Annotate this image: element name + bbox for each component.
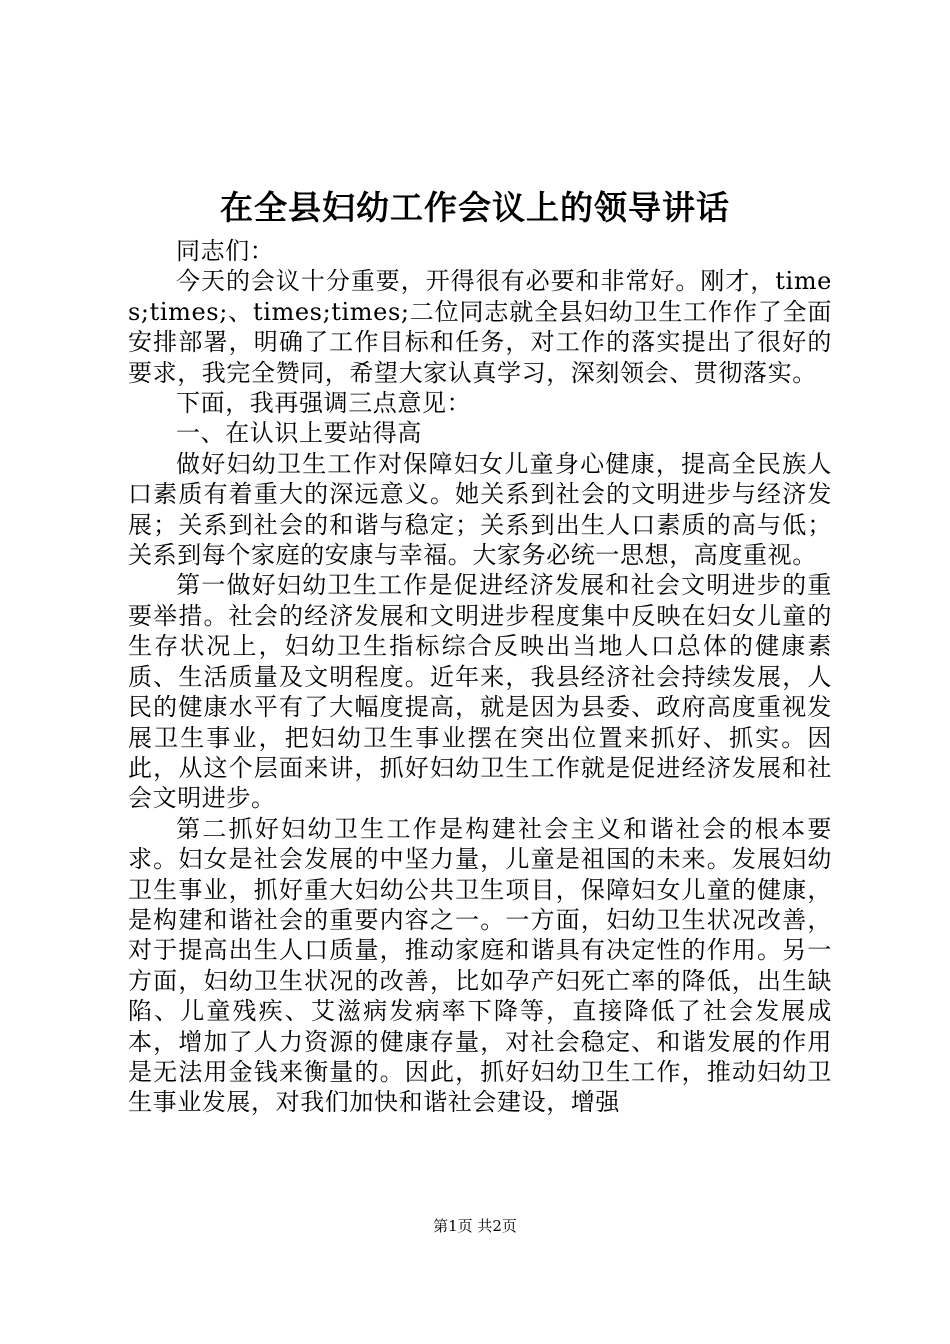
opening-paragraph: 今天的会议十分重要，开得很有必要和非常好。刚才，times;times;、times;times;二位同志就全县妇幼卫生工作作了全面安排部署，明确了工作目标和任务，对工作的落实提出了很好的要求，我完全赞同，希望大家认真学习，深刻领会、贯彻落实。: [128, 267, 832, 387]
body-paragraph: 第二抓好妇幼卫生工作是构建社会主义和谐社会的根本要求。妇女是社会发展的中坚力量，儿童是祖国的未来。发展妇幼卫生事业，抓好重大妇幼公共卫生项目，保障妇女儿童的健康，是构建和谐社会的重要内容之一。一方面，妇幼卫生状况改善，对于提高出生人口质量，推动家庭和谐具有决定性的作用。另一方面，妇幼卫生状况的改善，比如孕产妇死亡率的降低，出生缺陷、儿童残疾、艾滋病发病率下降等，直接降低了社会发展成本，增加了人力资源的健康存量，对社会稳定、和谐发展的作用是无法用金钱来衡量的。因此，抓好妇幼卫生工作，推动妇幼卫生事业发展，对我们加快和谐社会建设，增强: [128, 814, 832, 1117]
body-paragraph: 做好妇幼卫生工作对保障妇女儿童身心健康，提高全民族人口素质有着重大的深远意义。她关系到社会的文明进步与经济发展；关系到社会的和谐与稳定；关系到出生人口素质的高与低；关系到每个家庭的安康与幸福。大家务必统一思想，高度重视。: [128, 449, 832, 570]
salutation-paragraph: 同志们：: [176, 237, 275, 265]
transition-paragraph: 下面，我再强调三点意见：: [176, 389, 472, 418]
document-title: 在全县妇幼工作会议上的领导讲话: [220, 188, 730, 227]
body-paragraph: 第一做好妇幼卫生工作是促进经济发展和社会文明进步的重要举措。社会的经济发展和文明进步程度集中反映在妇女儿童的生存状况上，妇幼卫生指标综合反映出当地人口总体的健康素质、生活质量及文明程度。近年来，我县经济社会持续发展，人民的健康水平有了大幅度提高，就是因为县委、政府高度重视发展卫生事业，把妇幼卫生事业摆在突出位置来抓好、抓实。因此，从这个层面来讲，抓好妇幼卫生工作就是促进经济发展和社会文明进步。: [128, 571, 832, 813]
section-heading-1: 一、在认识上要站得高: [176, 419, 422, 448]
document-body: [128, 236, 832, 1118]
page-number-footer: 第1页 共2页: [433, 1217, 517, 1235]
